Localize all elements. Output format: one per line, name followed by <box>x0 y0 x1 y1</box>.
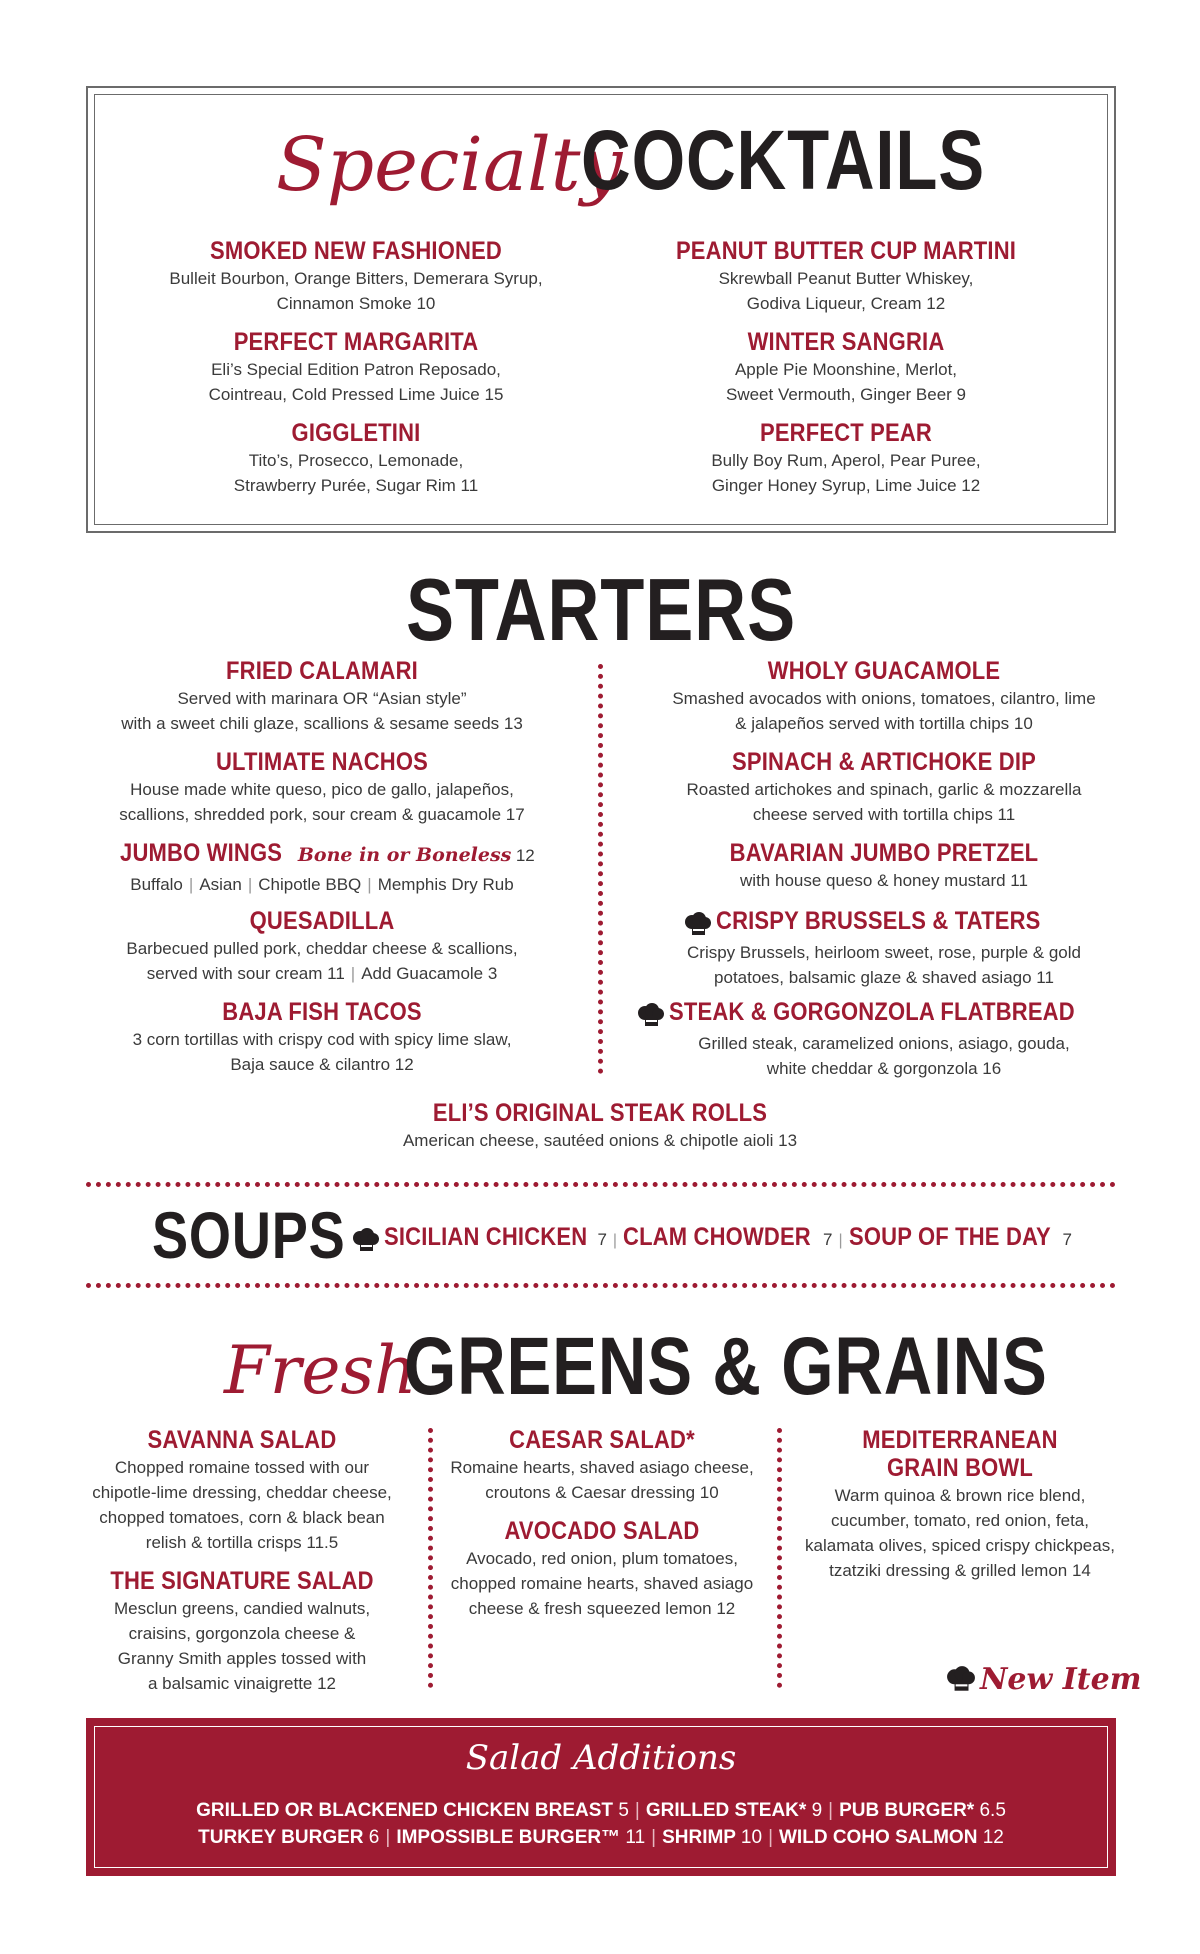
salad-desc-line: Romaine hearts, shaved asiago cheese, <box>450 1458 754 1477</box>
starter-item <box>82 656 562 736</box>
starter-name: SPINACH & ARTICHOKE DIP <box>732 748 1036 776</box>
cocktail-item <box>596 418 1096 498</box>
salad-additions-box <box>86 1718 1116 1876</box>
salad-item <box>442 1425 762 1505</box>
cocktail-desc-line1: Eli’s Special Edition Patron Reposado, <box>211 360 501 379</box>
starter-desc-line1: Grilled steak, caramelized onions, asiago, gouda, <box>698 1034 1070 1053</box>
starter-name-script: Bone in or Boneless <box>297 844 512 866</box>
salad-desc-line: cucumber, tomato, red onion, feta, <box>831 1511 1089 1530</box>
soup-name: SOUP OF THE DAY <box>848 1223 1051 1251</box>
soup-name: SICILIAN CHICKEN <box>384 1223 588 1251</box>
salad-desc-line: chopped tomatoes, corn & black bean <box>99 1508 385 1527</box>
starters-heading <box>86 562 1116 658</box>
salad-name: THE SIGNATURE SALAD <box>110 1567 374 1595</box>
addition-name: PUB BURGER* <box>839 1800 975 1821</box>
wing-option: Memphis Dry Rub <box>377 875 514 894</box>
cocktail-desc-line2: Sweet Vermouth, Ginger Beer 9 <box>725 385 967 404</box>
wing-option: Buffalo <box>130 875 183 894</box>
addition-price: 5 <box>618 1800 629 1821</box>
salad-desc-line: Chopped romaine tossed with our <box>114 1458 370 1477</box>
soup-price: 7 <box>823 1230 833 1249</box>
addition-name: GRILLED OR BLACKENED CHICKEN BREAST <box>196 1800 614 1821</box>
starters-title: STARTERS <box>405 560 797 659</box>
addition-price: 12 <box>982 1827 1004 1848</box>
soups-list: SICILIAN CHICKEN 7 | CLAM CHOWDER 7 | SOUP OF THE DAY 7 <box>352 1222 1072 1256</box>
addition-name: IMPOSSIBLE BURGER™ <box>396 1827 621 1848</box>
additions-row-2: TURKEY BURGER 6 | IMPOSSIBLE BURGER™ 11 | SHRIMP 10 | WILD COHO SALMON 12 <box>198 1827 1004 1848</box>
starter-name-row <box>634 997 1134 1031</box>
starter-item <box>82 747 562 827</box>
greens-divider-2 <box>777 1428 782 1688</box>
addition-price: 10 <box>740 1827 763 1848</box>
cocktail-name: GIGGLETINI <box>291 419 421 447</box>
starter-item <box>634 906 1134 990</box>
starter-name: ELI’S ORIGINAL STEAK ROLLS <box>432 1099 768 1127</box>
new-item-legend <box>946 1662 1142 1697</box>
cocktail-item <box>596 236 1096 316</box>
new-item-label: New Item <box>980 1662 1142 1697</box>
cocktails-title-script: Specialty <box>276 122 623 208</box>
salad-desc-line: croutons & Caesar dressing 10 <box>485 1483 719 1502</box>
addition-price: 6 <box>368 1827 380 1848</box>
starter-desc-line2: served with sour cream 11 | Add Guacamole 3 <box>146 964 498 983</box>
additions-title: Salad Additions <box>465 1738 737 1778</box>
addition-name: WILD COHO SALMON <box>779 1827 978 1848</box>
soups-title: SOUPS <box>152 1198 346 1272</box>
chef-hat-icon <box>684 912 712 938</box>
cocktail-item <box>106 418 606 498</box>
chef-hat-icon <box>637 1003 665 1029</box>
cocktail-name: PEANUT BUTTER CUP MARTINI <box>675 237 1017 265</box>
starter-item <box>634 838 1134 893</box>
starter-desc-line1: Served with marinara OR “Asian style” <box>177 689 467 708</box>
starter-name: STEAK & GORGONZOLA FLATBREAD <box>669 998 1076 1026</box>
chef-hat-icon <box>352 1228 380 1254</box>
soups-bottom-divider <box>86 1283 1116 1288</box>
starter-name: CRISPY BRUSSELS & TATERS <box>715 907 1041 935</box>
salad-desc-line: Warm quinoa & brown rice blend, <box>834 1486 1086 1505</box>
starters-divider <box>598 664 603 1074</box>
additions-row-1: GRILLED OR BLACKENED CHICKEN BREAST 5 | GRILLED STEAK* 9 | PUB BURGER* 6.5 <box>196 1800 1006 1821</box>
greens-heading <box>0 1318 1200 1418</box>
salad-desc-line: a balsamic vinaigrette 12 <box>147 1674 337 1693</box>
starter-desc-line2: scallions, shredded pork, sour cream & guacamole 17 <box>119 805 525 824</box>
starter-item <box>82 997 562 1077</box>
chef-hat-icon <box>946 1666 976 1694</box>
cocktail-desc-line2: Godiva Liqueur, Cream 12 <box>746 294 946 313</box>
salad-desc-line: chipotle-lime dressing, cheddar cheese, <box>92 1483 392 1502</box>
salad-desc-line: chopped romaine hearts, shaved asiago <box>450 1574 754 1593</box>
starter-name: BAJA FISH TACOS <box>222 998 422 1026</box>
starter-price: 12 <box>515 846 535 865</box>
salad-desc-line: Avocado, red onion, plum tomatoes, <box>466 1549 738 1568</box>
salad-desc-line: cheese & fresh squeezed lemon 12 <box>468 1599 736 1618</box>
starter-name: WHOLY GUACAMOLE <box>767 657 1001 685</box>
cocktail-desc-line2: Cinnamon Smoke 10 <box>276 294 436 313</box>
starter-item <box>350 1098 850 1153</box>
salad-desc-line: Mesclun greens, candied walnuts, <box>113 1599 371 1618</box>
salad-desc-line: kalamata olives, spiced crispy chickpeas, <box>805 1536 1115 1555</box>
cocktail-item <box>106 236 606 316</box>
starter-name-row <box>82 838 562 872</box>
salad-desc-line: Granny Smith apples tossed with <box>117 1649 367 1668</box>
starter-desc-line1: American cheese, sautéed onions & chipotle aioli 13 <box>402 1131 798 1150</box>
salad-name: SAVANNA SALAD <box>147 1426 337 1454</box>
greens-title-script: Fresh <box>224 1332 417 1409</box>
wing-option: Asian <box>199 875 242 894</box>
starter-desc-line1: Barbecued pulled pork, cheddar cheese & scallions, <box>126 939 518 958</box>
wing-option: Chipotle BBQ <box>258 875 362 894</box>
salad-item <box>72 1425 412 1555</box>
starter-desc-line2: potatoes, balsamic glaze & shaved asiago 11 <box>714 968 1054 987</box>
cocktail-desc-line1: Bully Boy Rum, Aperol, Pear Puree, <box>711 451 981 470</box>
cocktail-desc-line1: Tito’s, Prosecco, Lemonade, <box>248 451 464 470</box>
starter-desc-line2: white cheddar & gorgonzola 16 <box>766 1059 1002 1078</box>
salad-item <box>72 1566 412 1696</box>
starter-name-row <box>634 906 1134 940</box>
starter-desc-line1: Roasted artichokes and spinach, garlic & mozzarella <box>686 780 1082 799</box>
starter-name: JUMBO WINGS <box>120 839 283 867</box>
cocktail-item <box>596 327 1096 407</box>
cocktail-name: SMOKED NEW FASHIONED <box>210 237 502 265</box>
addition-price: 9 <box>811 1800 823 1821</box>
salad-name: AVOCADO SALAD <box>504 1517 700 1545</box>
cocktail-name: PERFECT PEAR <box>759 419 933 447</box>
starter-name: QUESADILLA <box>249 907 395 935</box>
addition-price: 11 <box>625 1827 646 1848</box>
cocktail-desc-line1: Bulleit Bourbon, Orange Bitters, Demerara Syrup, <box>169 269 543 288</box>
salad-desc-line: tzatziki dressing & grilled lemon 14 <box>829 1561 1091 1580</box>
starter-desc-line2: & jalapeños served with tortilla chips 10 <box>735 714 1033 733</box>
addition-name: SHRIMP <box>662 1827 736 1848</box>
starter-desc-line2: Baja sauce & cilantro 12 <box>230 1055 414 1074</box>
cocktail-name: PERFECT MARGARITA <box>233 328 479 356</box>
starter-name: ULTIMATE NACHOS <box>215 748 429 776</box>
starter-item <box>82 906 562 986</box>
greens-divider-1 <box>428 1428 433 1688</box>
starter-item <box>82 838 562 897</box>
salad-item <box>795 1425 1125 1583</box>
salad-desc-line: craisins, gorgonzola cheese & <box>128 1624 356 1643</box>
addition-price: 6.5 <box>979 1800 1006 1821</box>
addition-name: GRILLED STEAK* <box>645 1800 807 1821</box>
starter-desc-line1: 3 corn tortillas with crispy cod with spicy lime slaw, <box>132 1030 512 1049</box>
salad-name-line1: MEDITERRANEAN <box>862 1426 1058 1454</box>
cocktail-desc-line2: Strawberry Purée, Sugar Rim 11 <box>233 476 479 495</box>
soup-price: 7 <box>1062 1230 1072 1249</box>
starter-desc-line2: cheese served with tortilla chips 11 <box>752 805 1016 824</box>
soup-name: CLAM CHOWDER <box>623 1223 811 1251</box>
starter-item <box>634 656 1134 736</box>
starter-desc-line1: House made white queso, pico de gallo, jalapeños, <box>130 780 514 799</box>
cocktail-name: WINTER SANGRIA <box>747 328 945 356</box>
cocktail-desc-line2: Ginger Honey Syrup, Lime Juice 12 <box>711 476 981 495</box>
addition-name: TURKEY BURGER <box>198 1827 364 1848</box>
starter-desc-part: Add Guacamole 3 <box>361 964 498 983</box>
starter-name: BAVARIAN JUMBO PRETZEL <box>729 839 1039 867</box>
starter-desc-line1: Smashed avocados with onions, tomatoes, cilantro, lime <box>672 689 1096 708</box>
greens-title: GREENS & GRAINS <box>404 1321 1048 1412</box>
soups-top-divider <box>86 1182 1116 1187</box>
cocktail-desc-line1: Apple Pie Moonshine, Merlot, <box>734 360 958 379</box>
salad-name: CAESAR SALAD* <box>509 1426 695 1454</box>
starter-name: FRIED CALAMARI <box>226 657 418 685</box>
starter-desc-line1: with house queso & honey mustard 11 <box>740 871 1028 890</box>
starter-desc-part: served with sour cream 11 <box>146 964 345 983</box>
salad-name-line2: GRAIN BOWL <box>887 1454 1033 1482</box>
soup-price: 7 <box>597 1230 607 1249</box>
cocktails-title: COCKTAILS <box>581 113 986 207</box>
starter-item <box>634 747 1134 827</box>
cocktail-desc-line1: Skrewball Peanut Butter Whiskey, <box>718 269 974 288</box>
starter-desc-line2: with a sweet chili glaze, scallions & sesame seeds 13 <box>121 714 523 733</box>
cocktails-heading <box>86 112 1116 212</box>
salad-desc-line: relish & tortilla crisps 11.5 <box>145 1533 339 1552</box>
wing-options: Buffalo | Asian | Chipotle BBQ | Memphis Dry Rub <box>130 875 514 894</box>
salad-item <box>442 1516 762 1621</box>
starter-desc-line1: Crispy Brussels, heirloom sweet, rose, purple & gold <box>687 943 1081 962</box>
cocktail-desc-line2: Cointreau, Cold Pressed Lime Juice 15 <box>208 385 504 404</box>
cocktail-item <box>106 327 606 407</box>
starter-item <box>634 997 1134 1081</box>
